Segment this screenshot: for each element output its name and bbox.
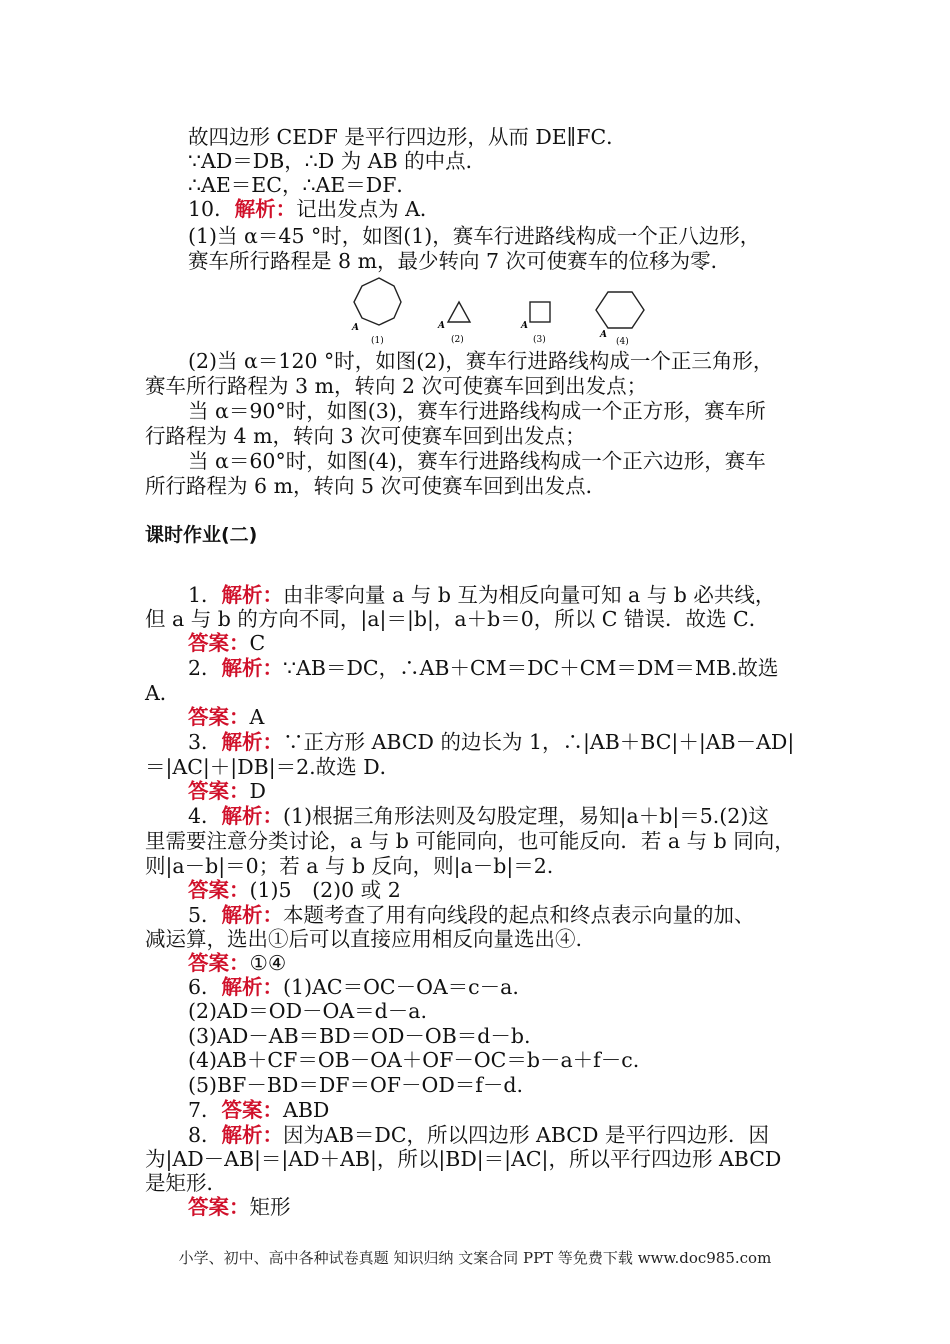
point-a-label: A [521, 321, 528, 331]
item-number: 5． [188, 903, 222, 927]
text-line [145, 1171, 825, 1195]
item-number: 7． [188, 1098, 222, 1122]
line-text: 里需要注意分类讨论，a 与 b 可能同向，也可能反向．若 a 与 b 同向， [145, 829, 795, 853]
line-text: (1)AC＝OC－OA＝c－a. [283, 975, 519, 999]
line-text: ∵AB＝DC，∴AB＋CM＝DC＋CM＝DM＝MB.故选 [283, 656, 779, 680]
analysis-label: 解析： [221, 975, 284, 999]
text-line [188, 730, 868, 754]
text-line [188, 249, 868, 273]
line-text: D [249, 779, 266, 803]
text-line [188, 999, 868, 1023]
analysis-label: 解析： [234, 197, 297, 221]
text-line [145, 1147, 825, 1171]
line-text: 故四边形 CEDF 是平行四边形，从而 DE∥FC． [188, 125, 627, 149]
line-text: 所行路程为 6 m，转向 5 次可使赛车回到出发点． [145, 474, 607, 498]
line-text: ①④ [249, 951, 287, 975]
text-line [145, 755, 825, 779]
point-a-label: A [438, 321, 445, 331]
line-text: 由非零向量 a 与 b 互为相反向量可知 a 与 b 必共线， [283, 583, 776, 607]
text-line [188, 1195, 868, 1219]
figure-label-1: (1) [371, 336, 384, 346]
octagon-figure [351, 278, 401, 346]
line-text: ＝|AC|＋|DB|＝2.故选 D． [145, 755, 401, 779]
line-text: 矩形 [249, 1195, 291, 1219]
line-text: 是矩形． [145, 1171, 227, 1195]
point-a-label: A [600, 330, 607, 340]
line-text: (3)AD－AB＝BD＝OD－OB＝d－b. [188, 1024, 531, 1048]
text-line [188, 1048, 868, 1072]
item-number: 6． [188, 975, 222, 999]
text-line [145, 424, 825, 448]
analysis-label: 解析： [221, 1123, 284, 1147]
item-number: 2． [188, 656, 222, 680]
line-text: (2)AD＝OD－OA＝d－a. [188, 999, 427, 1023]
text-line [188, 951, 868, 975]
text-line [188, 631, 868, 655]
figure-label-4: (4) [616, 337, 629, 347]
text-line [188, 1073, 868, 1097]
text-line [188, 125, 868, 149]
text-line [145, 474, 825, 498]
text-line [188, 903, 868, 927]
square-figure [520, 302, 550, 345]
line-text: A． [145, 681, 181, 705]
answer-label: 答案： [188, 878, 250, 902]
line-text: (1)5 (2)0 或 2 [249, 878, 401, 902]
text-line [188, 878, 868, 902]
line-text: ∴AE＝EC，∴AE＝DF． [188, 173, 417, 197]
line-text: 行路程为 4 m，转向 3 次可使赛车回到出发点； [145, 424, 586, 448]
text-line [188, 173, 868, 197]
line-text: C [249, 631, 266, 655]
item-number: 10． [188, 197, 235, 221]
text-line [145, 927, 825, 951]
line-text: 为|AD－AB|＝|AD＋AB|，所以|BD|＝|AC|，所以平行四边形 ABCD [145, 1147, 782, 1171]
line-text: 赛车所行路程为 3 m，转向 2 次可使赛车回到出发点； [145, 374, 648, 398]
page-footer: 小学、初中、高中各种试卷真题 知识归纳 文案合同 PPT 等免费下载 www.doc985.com [178, 1249, 772, 1267]
analysis-label: 解析： [221, 583, 284, 607]
line-text: 但 a 与 b 的方向不同，|a|＝|b|，a＋b＝0，所以 C 错误．故选 C． [145, 607, 770, 631]
triangle-figure [437, 302, 470, 345]
text-line [188, 197, 868, 221]
text-line [188, 449, 868, 473]
line-text: (1)根据三角形法则及勾股定理，易知|a＋b|＝5.(2)这 [283, 804, 769, 828]
line-text: 当 α＝90°时，如图(3)，赛车行进路线构成一个正方形，赛车所 [188, 399, 766, 423]
line-text: 本题考查了用有向线段的起点和终点表示向量的加、 [283, 903, 755, 927]
answer-label: 答案： [188, 951, 250, 975]
analysis-label: 解析： [221, 730, 284, 754]
text-line [145, 681, 825, 705]
answer-label: 答案： [188, 779, 250, 803]
text-line [188, 224, 868, 248]
text-line [188, 349, 868, 373]
item-number: 1． [188, 583, 222, 607]
line-text: A [249, 705, 265, 729]
text-line [188, 1024, 868, 1048]
line-text: 则|a－b|＝0；若 a 与 b 反向，则|a－b|＝2. [145, 854, 554, 878]
answer-label: 答案： [188, 631, 250, 655]
line-text: ∵AD＝DB，∴D 为 AB 的中点． [188, 149, 487, 173]
line-text: ABD [283, 1098, 330, 1122]
text-line [188, 149, 868, 173]
text-line [188, 705, 868, 729]
text-line [188, 975, 868, 999]
line-text: 因为AB＝DC，所以四边形 ABCD 是平行四边形．因 [283, 1123, 769, 1147]
point-a-label: A [352, 323, 359, 333]
answer-label: 答案： [221, 1098, 284, 1122]
section-heading: 课时作业(二) [145, 524, 258, 546]
race-path-figure [340, 274, 660, 350]
hexagon-figure [596, 292, 644, 347]
line-text: 记出发点为 A． [296, 197, 441, 221]
text-line [188, 399, 868, 423]
item-number: 8． [188, 1123, 222, 1147]
text-line [188, 1123, 868, 1147]
line-text: 当 α＝60°时，如图(4)，赛车行进路线构成一个正六边形，赛车 [188, 449, 766, 473]
analysis-label: 解析： [221, 903, 284, 927]
text-line [188, 656, 868, 680]
item-number: 3． [188, 730, 222, 754]
figure-label-3: (3) [533, 335, 546, 345]
text-line [188, 804, 868, 828]
item-number: 4． [188, 804, 222, 828]
text-line [145, 854, 825, 878]
line-text: 赛车所行路程是 8 m，最少转向 7 次可使赛车的位移为零． [188, 249, 732, 273]
line-text: 减运算，选出①后可以直接应用相反向量选出④. [145, 927, 583, 951]
text-line [145, 374, 825, 398]
line-text: (2)当 α＝120 °时，如图(2)，赛车行进路线构成一个正三角形， [188, 349, 774, 373]
text-line [188, 1098, 868, 1122]
figure-label-2: (2) [451, 335, 464, 345]
text-line [188, 583, 868, 607]
text-line [188, 779, 868, 803]
analysis-label: 解析： [221, 656, 284, 680]
line-text: (5)BF－BD＝DF＝OF－OD＝f－d. [188, 1073, 523, 1097]
line-text: (1)当 α＝45 °时，如图(1)，赛车行进路线构成一个正八边形， [188, 224, 761, 248]
answer-label: 答案： [188, 705, 250, 729]
text-line [145, 829, 825, 853]
line-text: (4)AB＋CF＝OB－OA＋OF－OC＝b－a＋f－c. [188, 1048, 640, 1072]
answer-label: 答案： [188, 1195, 250, 1219]
text-line [145, 607, 825, 631]
line-text: ∵正方形 ABCD 的边长为 1，∴|AB＋BC|＋|AB－AD| [283, 730, 795, 754]
analysis-label: 解析： [221, 804, 284, 828]
